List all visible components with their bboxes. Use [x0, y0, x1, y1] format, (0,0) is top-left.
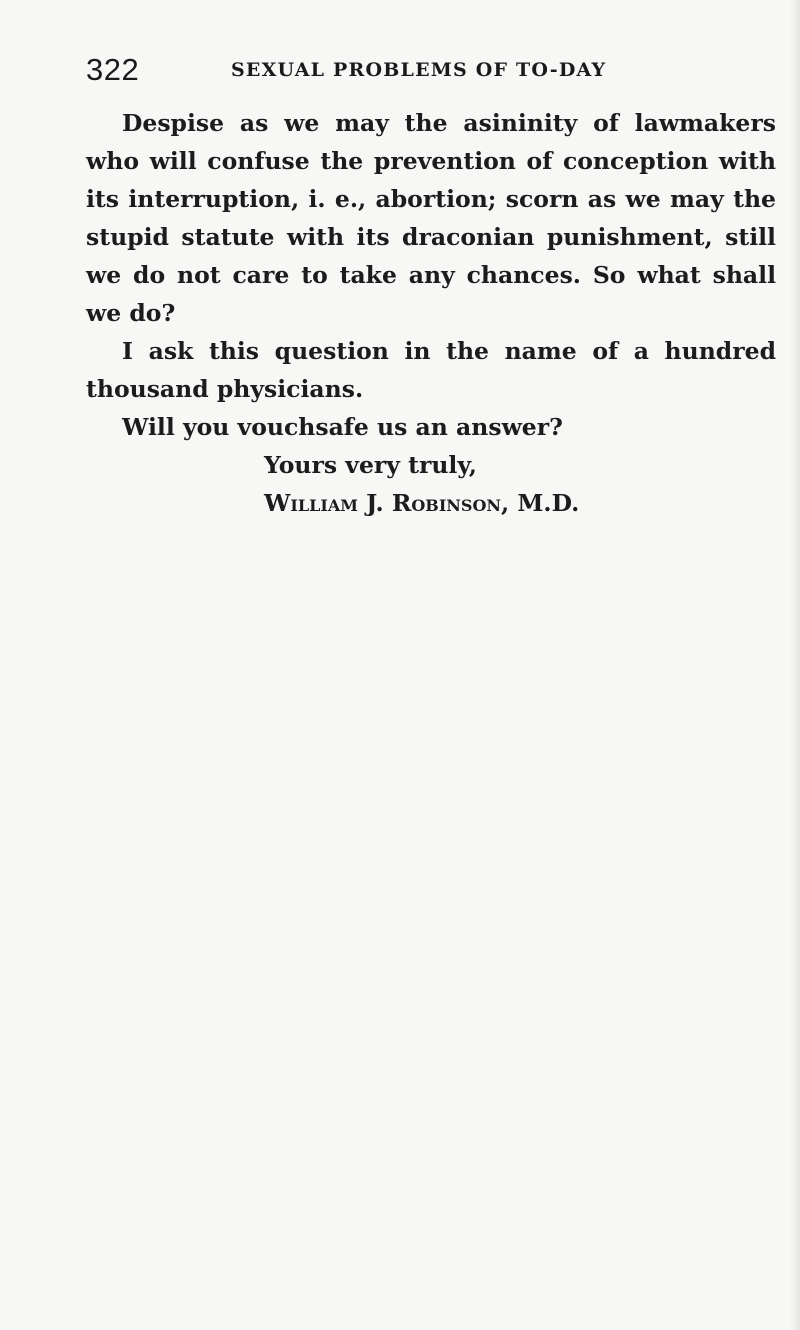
page-edge-shadow	[790, 0, 800, 1330]
page-number: 322	[86, 52, 140, 87]
body-text	[86, 104, 776, 522]
running-title: SEXUAL PROBLEMS OF TO-DAY	[231, 59, 607, 81]
signature	[86, 484, 776, 522]
signature-name: William J. Robinson,	[264, 489, 510, 517]
closing-line: Yours very truly,	[264, 451, 477, 479]
running-head	[86, 52, 786, 96]
signature-degree: M.D.	[517, 489, 580, 517]
paragraph-1: Despise as we may the asininity of lawmakers who will confuse the prevention of conception with its interruption, i. e., abortion; scorn as we may the stupid statute with its draconian punishment, still we do not care to take any chances. So what shall we do?	[86, 109, 776, 327]
paragraph-2: I ask this question in the name of a hundred thousand physicians.	[86, 337, 776, 403]
paragraph-3: Will you vouchsafe us an answer?	[122, 413, 563, 441]
